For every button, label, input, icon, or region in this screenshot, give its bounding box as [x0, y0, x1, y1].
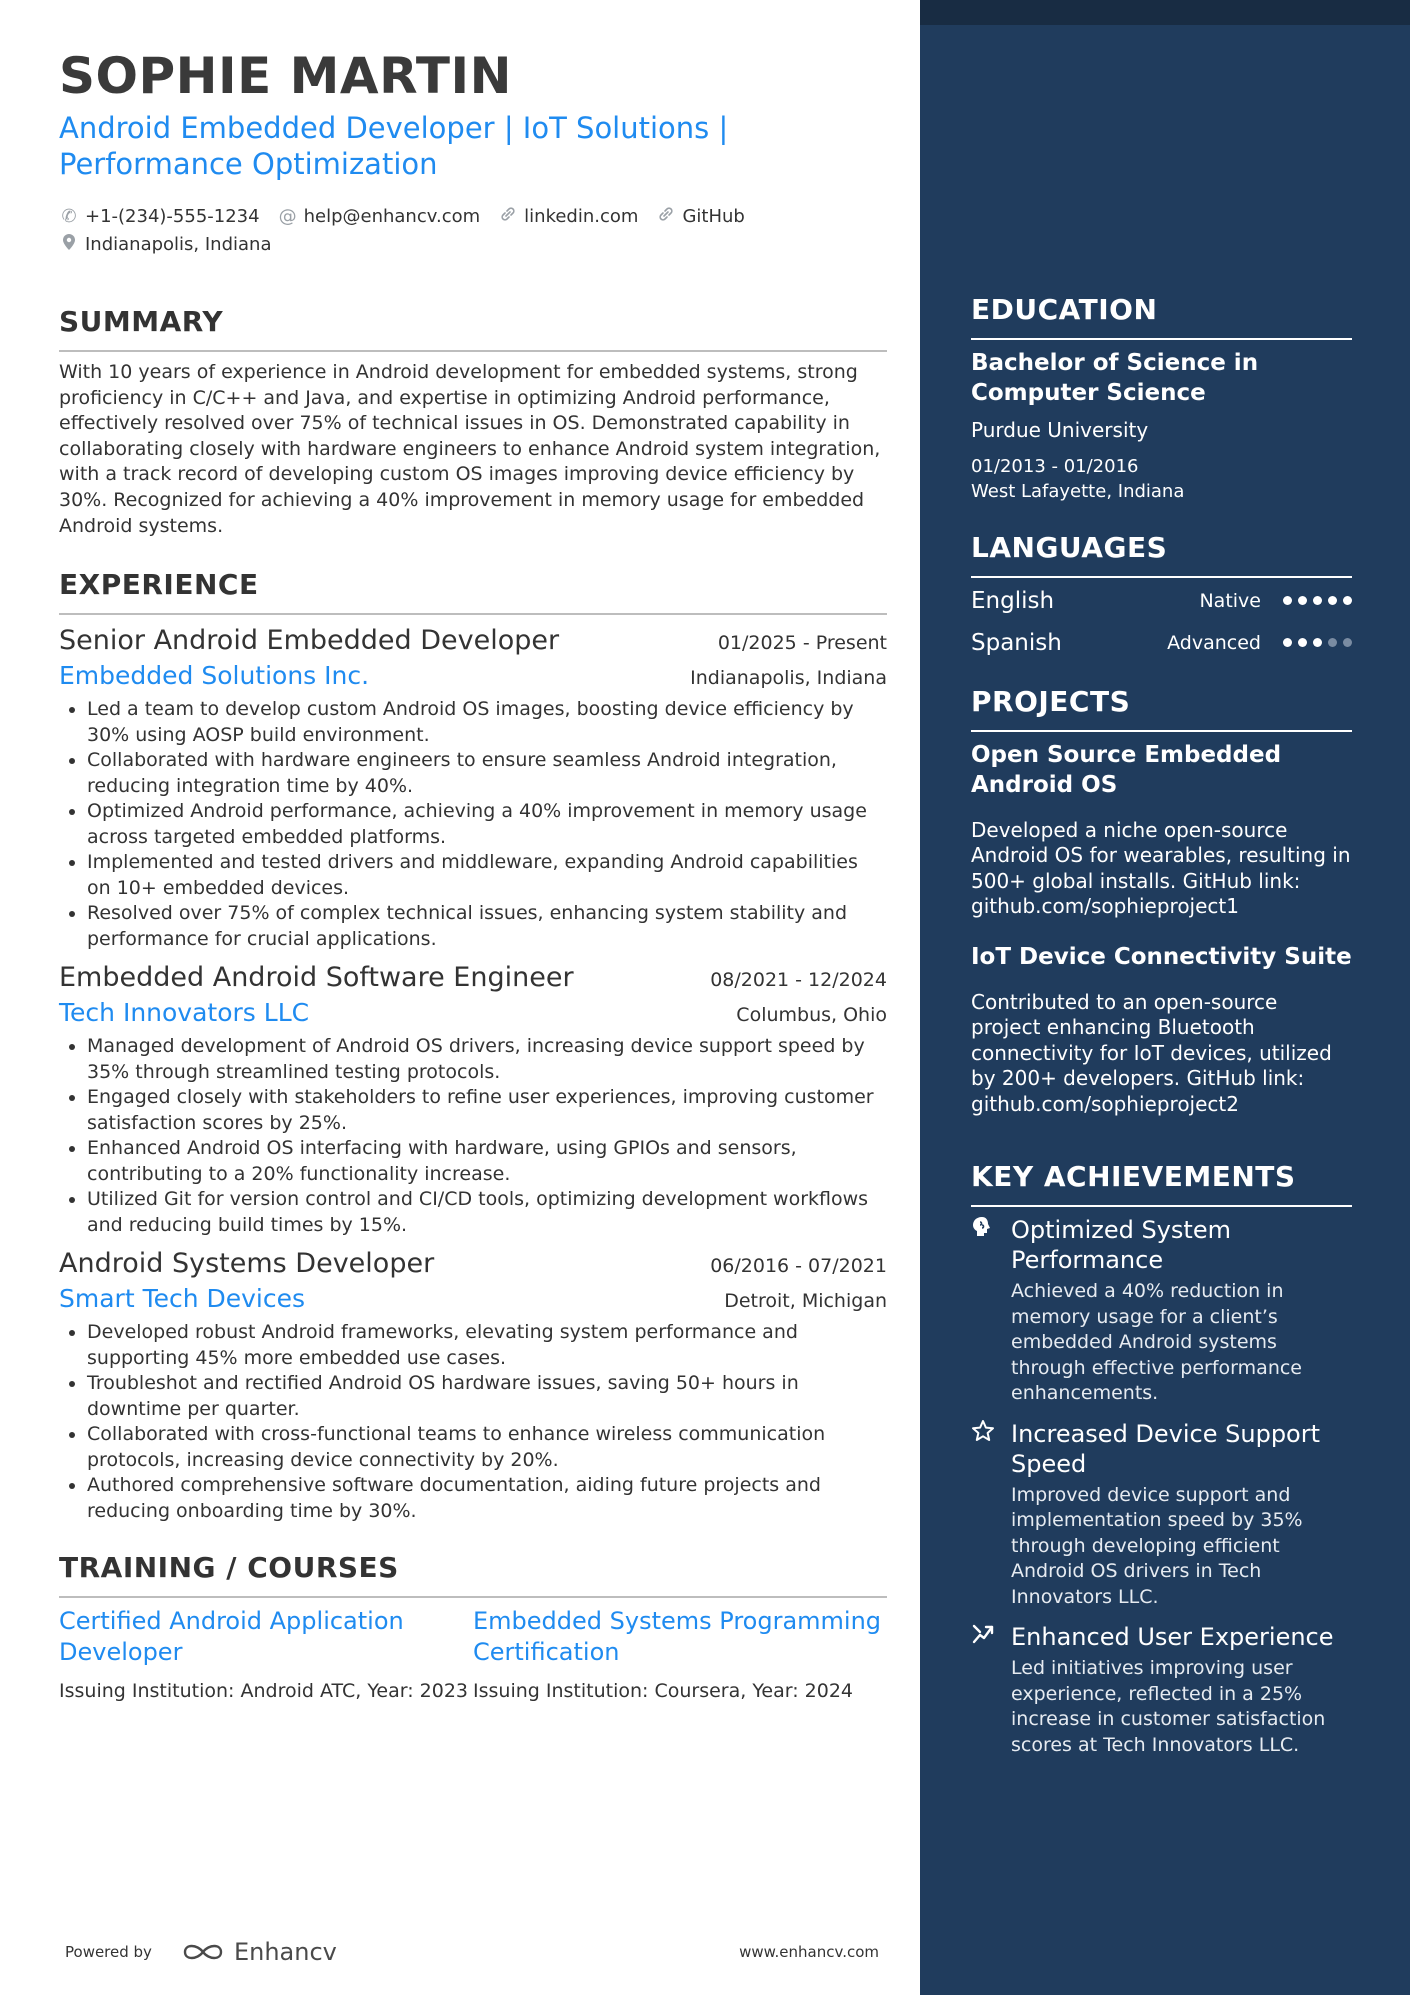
job-date: 08/2021 - 12/2024	[710, 969, 887, 992]
bullet-item: • Implemented and tested drivers and middleware, expanding Android capabilities on 10+ embedded devices.	[87, 850, 887, 901]
map-pin-icon	[59, 233, 79, 256]
training-section	[59, 1550, 887, 1704]
phone-icon: ✆	[61, 205, 77, 227]
rating-dot	[1313, 638, 1322, 647]
summary-text: With 10 years of experience in Android development for embedded systems, strong proficiency in C/C++ and Java, and expertise in optimizing Android performance, effectively resolved over 75% of technical issues in OS. Demonstrated capability in collaborating closely with hardware engineers to enhance Android system integration, with a track record of developing custom OS images improving device efficiency by 30%. Recognized for achieving a 40% improvement in memory usage for embedded Android systems.	[59, 361, 881, 537]
achievement-description: Led initiatives improving user experience, reflected in a 25% increase in customer satisfaction scores at Tech Innovators LLC.	[1011, 1657, 1326, 1756]
rating-dot	[1283, 596, 1292, 605]
achievements-section	[971, 1159, 1352, 1758]
language-item	[971, 580, 1352, 622]
job-subheader	[59, 1282, 887, 1316]
course-institution: Issuing Institution: Android ATC, Year: 2023	[59, 1680, 469, 1703]
rating-dot	[1328, 596, 1337, 605]
job-title: Senior Android Embedded Developer	[59, 625, 560, 657]
achievement-description: Achieved a 40% reduction in memory usage for a client’s embedded Android systems through effective performance enhancements.	[1011, 1280, 1302, 1404]
brand-name: Enhancv	[233, 1938, 337, 1966]
powered-by-text: Powered by	[65, 1943, 152, 1961]
course-title: Embedded Systems Programming Certification	[473, 1607, 882, 1667]
course-item	[473, 1606, 887, 1704]
job-date: 01/2025 - Present	[717, 632, 887, 655]
location-contact	[59, 233, 272, 256]
bullet-item: • Resolved over 75% of complex technical issues, enhancing system stability and performance for crucial applications.	[87, 901, 887, 952]
contact-row-2	[59, 230, 887, 258]
section-divider	[59, 1596, 887, 1598]
link-icon	[656, 205, 676, 228]
achievement-body	[1011, 1419, 1351, 1611]
project-title: IoT Device Connectivity Suite	[971, 943, 1352, 970]
job-location: Indianapolis, Indiana	[690, 667, 887, 690]
section-divider	[971, 576, 1352, 578]
bullet-item: • Led a team to develop custom Android OS images, boosting device efficiency by 30% using AOSP build environment.	[87, 697, 887, 748]
job-entry	[59, 1246, 887, 1524]
footer-url[interactable]: www.enhancv.com	[739, 1943, 879, 1961]
languages-section	[971, 530, 1352, 664]
course-institution: Issuing Institution: Coursera, Year: 2024	[473, 1680, 854, 1703]
contact-info	[59, 202, 887, 258]
job-company: Smart Tech Devices	[59, 1284, 306, 1314]
job-subheader	[59, 659, 887, 693]
experience-section	[59, 567, 887, 1524]
headline-line-1: Android Embedded Developer | IoT Solutions |	[59, 111, 729, 145]
bullet-item: • Collaborated with cross-functional teams to enhance wireless communication protocols, increasing device connectivity by 20%.	[87, 1422, 887, 1473]
bullet-item: • Optimized Android performance, achieving a 40% improvement in memory usage across targeted embedded platforms.	[87, 799, 887, 850]
project-title: Open Source Embedded Android OS	[971, 741, 1282, 798]
linkedin-text: linkedin.com	[524, 205, 639, 227]
achievement-item	[971, 1622, 1352, 1758]
section-title-training: TRAINING / COURSES	[59, 1551, 399, 1585]
achievement-item	[971, 1215, 1352, 1407]
bullet-item: • Collaborated with hardware engineers to ensure seamless Android integration, reducing integration time by 40%.	[87, 748, 887, 799]
job-header	[59, 1246, 887, 1282]
language-rating	[1283, 638, 1352, 647]
education-section	[971, 292, 1352, 504]
course-list	[59, 1606, 887, 1704]
headline	[59, 110, 887, 182]
achievement-title: Increased Device Support Speed	[1011, 1419, 1321, 1478]
brand-logo[interactable]	[180, 1938, 337, 1966]
section-title-education: EDUCATION	[971, 293, 1158, 326]
job-entry	[59, 960, 887, 1238]
language-item	[971, 622, 1352, 664]
section-title-summary: SUMMARY	[59, 305, 224, 338]
language-level: Advanced	[1167, 631, 1261, 654]
sidebar	[920, 0, 1410, 1995]
projects-section	[971, 684, 1352, 1118]
job-title: Android Systems Developer	[59, 1248, 435, 1280]
email-text: help@enhancv.com	[303, 205, 481, 227]
sidebar-top-bar	[920, 0, 1410, 25]
infinity-logo-icon	[180, 1940, 226, 1964]
section-divider	[971, 338, 1352, 340]
section-title-achievements: KEY ACHIEVEMENTS	[971, 1160, 1296, 1193]
achievement-body	[1011, 1215, 1351, 1407]
language-rating	[1283, 596, 1352, 605]
education-dates: 01/2013 - 01/2016	[971, 455, 1139, 477]
course-item	[59, 1606, 473, 1704]
rating-dot	[1298, 638, 1307, 647]
job-entry	[59, 623, 887, 952]
main-content	[59, 48, 887, 1704]
job-location: Columbus, Ohio	[736, 1004, 887, 1027]
job-header	[59, 960, 887, 996]
rating-dot	[1298, 596, 1307, 605]
job-company: Embedded Solutions Inc.	[59, 661, 370, 691]
bullet-item: • Developed robust Android frameworks, elevating system performance and supporting 45% more embedded use cases.	[87, 1320, 887, 1371]
project-description: Developed a niche open-source Android OS for wearables, resulting in 500+ global installs. GitHub link: github.com/sophieproject1	[971, 817, 1351, 918]
job-date: 06/2016 - 07/2021	[710, 1255, 887, 1278]
linkedin-link[interactable]	[498, 205, 638, 228]
link-icon	[498, 205, 518, 228]
rating-dot	[1343, 596, 1352, 605]
language-name: English	[971, 587, 1055, 614]
job-location: Detroit, Michigan	[724, 1290, 887, 1313]
job-bullets	[59, 1034, 887, 1238]
section-divider	[971, 730, 1352, 732]
bullet-item: • Engaged closely with stakeholders to refine user experiences, improving customer satisfaction scores by 25%.	[87, 1085, 887, 1136]
star-icon	[971, 1419, 1011, 1611]
job-company: Tech Innovators LLC	[59, 998, 310, 1028]
section-title-languages: LANGUAGES	[971, 530, 1168, 564]
summary-section	[59, 304, 887, 539]
job-header	[59, 623, 887, 659]
degree-title: Bachelor of Science in Computer Science	[971, 350, 1259, 406]
bullet-item: • Enhanced Android OS interfacing with hardware, using GPIOs and sensors, contributing to a 20% functionality increase.	[87, 1136, 887, 1187]
project-description: Contributed to an open-source project enhancing Bluetooth connectivity for IoT devices, utilized by 200+ developers. GitHub link: github.com/sophieproject2	[971, 989, 1332, 1116]
achievement-description: Improved device support and implementation speed by 35% through developing efficient Android OS drivers in Tech Innovators LLC.	[1011, 1483, 1303, 1608]
section-divider	[971, 1205, 1352, 1207]
github-text: GitHub	[682, 205, 745, 227]
at-icon: @	[278, 205, 297, 227]
rating-dot	[1328, 638, 1337, 647]
bullet-item: • Authored comprehensive software documentation, aiding future projects and reducing onboarding time by 30%.	[87, 1473, 887, 1524]
section-divider	[59, 350, 887, 352]
section-divider	[59, 613, 887, 615]
headline-line-2: Performance Optimization	[59, 147, 438, 181]
achievement-item	[971, 1419, 1352, 1611]
achievement-title: Enhanced User Experience	[1011, 1623, 1334, 1651]
location-text: Indianapolis, Indiana	[85, 233, 272, 255]
rating-dot	[1343, 638, 1352, 647]
contact-row-1	[59, 202, 887, 230]
brain-icon	[971, 1215, 1011, 1407]
bullet-item: • Troubleshot and rectified Android OS hardware issues, saving 50+ hours in downtime per quarter.	[87, 1371, 887, 1422]
achievement-body	[1011, 1622, 1351, 1758]
sidebar-content	[971, 292, 1352, 1758]
candidate-name: SOPHIE MARTIN	[59, 47, 512, 105]
language-name: Spanish	[971, 629, 1062, 656]
chart-icon	[971, 1622, 1011, 1758]
section-title-experience: EXPERIENCE	[59, 568, 259, 602]
rating-dot	[1313, 596, 1322, 605]
phone-text: +1-(234)-555-1234	[85, 205, 260, 227]
phone-contact[interactable]	[59, 206, 260, 227]
rating-dot	[1283, 638, 1292, 647]
job-subheader	[59, 996, 887, 1030]
job-bullets	[59, 697, 887, 952]
school-name: Purdue University	[971, 418, 1149, 442]
footer	[65, 1932, 879, 1972]
section-title-projects: PROJECTS	[971, 684, 1131, 718]
bullet-item: • Managed development of Android OS drivers, increasing device support speed by 35% through streamlined testing protocols.	[87, 1034, 887, 1085]
achievement-title: Optimized System Performance	[1011, 1216, 1231, 1274]
language-level: Native	[1199, 589, 1261, 612]
email-contact[interactable]	[278, 206, 481, 227]
powered-by	[65, 1938, 337, 1966]
job-bullets	[59, 1320, 887, 1524]
education-location: West Lafayette, Indiana	[971, 480, 1185, 502]
job-title: Embedded Android Software Engineer	[59, 962, 574, 994]
bullet-item: • Utilized Git for version control and CI/CD tools, optimizing development workflows and reducing build times by 15%.	[87, 1187, 887, 1238]
github-link[interactable]	[656, 205, 744, 228]
course-title: Certified Android Application Developer	[59, 1607, 404, 1667]
